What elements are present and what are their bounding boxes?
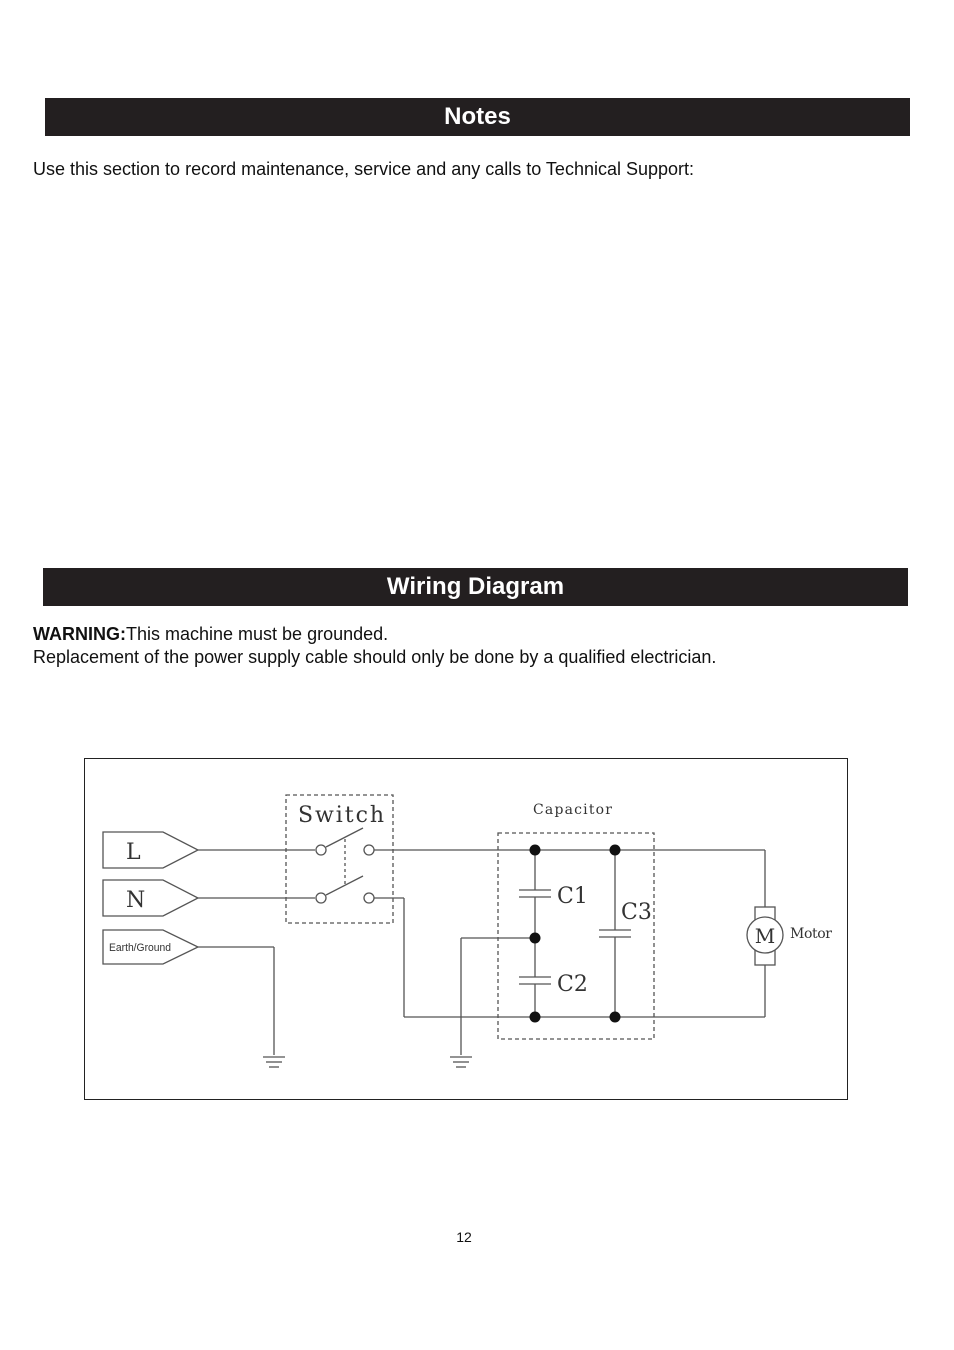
c2-label: C2 (557, 972, 588, 997)
warning-line (33, 623, 388, 646)
terminal-n-shape (103, 880, 198, 916)
terminal-l-shape (103, 832, 198, 868)
motor-label: Motor (790, 926, 832, 942)
page-number: 12 (456, 1229, 472, 1245)
warning-label: WARNING: (33, 624, 126, 644)
terminal-l-label: L (126, 840, 141, 865)
terminal-earth-label: Earth/Ground (109, 942, 171, 954)
notes-header: Notes (45, 98, 910, 136)
capacitor-box (498, 833, 654, 1039)
wiring-diagram-header: Wiring Diagram (43, 568, 908, 606)
wiring-diagram (84, 758, 848, 1100)
capacitor-label: Capacitor (533, 802, 612, 818)
motor-symbol: M (754, 924, 776, 948)
switch-label: Switch (298, 803, 384, 828)
c1-label: C1 (557, 884, 588, 909)
notes-intro-text: Use this section to record maintenance, service and any calls to Technical Support: (33, 159, 695, 179)
warning-text: This machine must be grounded. (126, 624, 389, 644)
terminal-n-label: N (126, 888, 146, 913)
replacement-text: Replacement of the power supply cable should only be done by a qualified electrician. (33, 647, 717, 667)
c3-label: C3 (621, 900, 652, 925)
wiring-diagram-svg (85, 759, 849, 1101)
